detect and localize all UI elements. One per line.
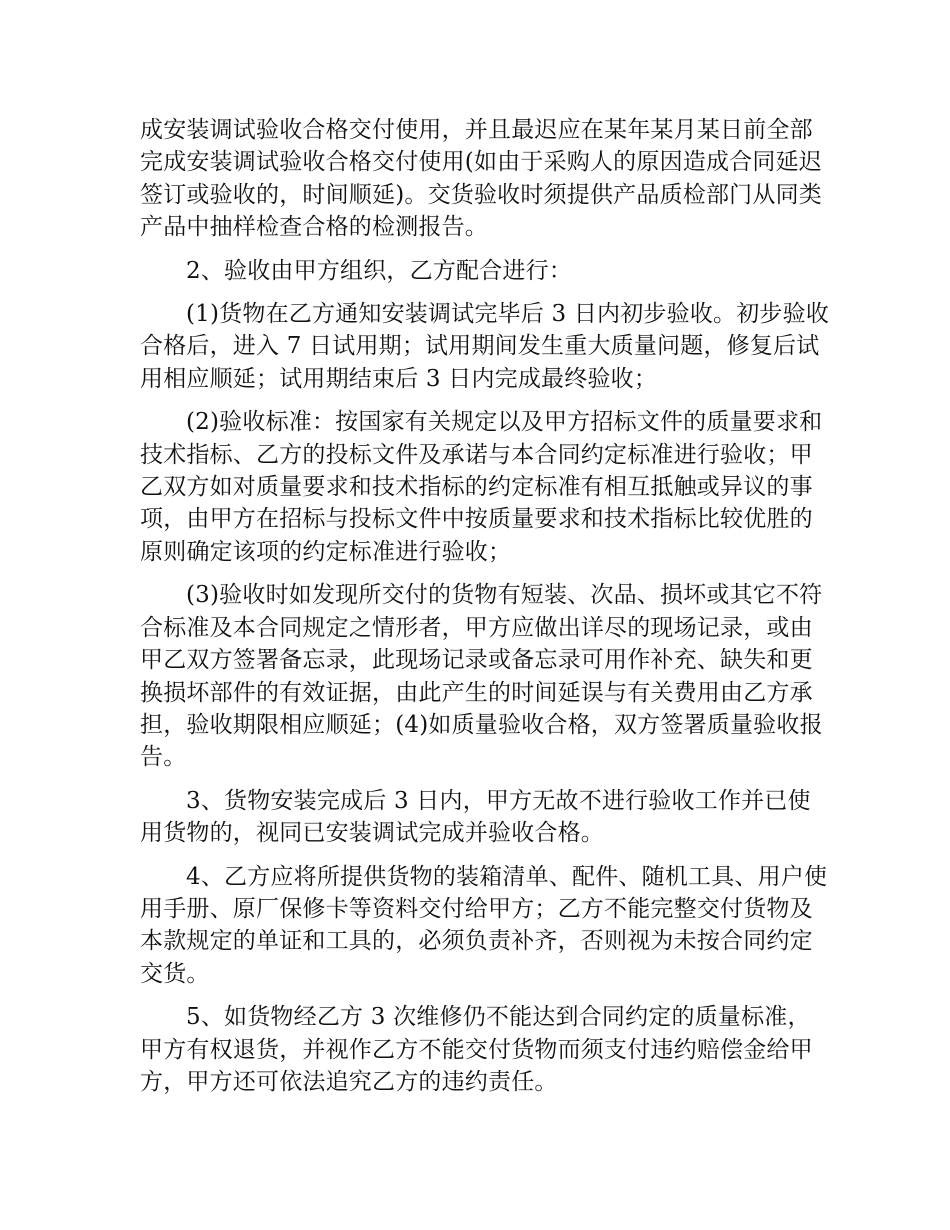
paragraph-clause-2: 2、验收由甲方组织，乙方配合进行： — [186, 257, 573, 284]
paragraph-clause-2-3: (3)验收时如发现所交付的货物有短装、次品、损坏或其它不符合标准及本合同规定之情形者，甲方应做出详尽的现场记录，或由甲乙双方签署备忘录，此现场记录或备忘录可用作补充、缺失和更换损坏部件的有效证据，由此产生的时间延误与有关费用由乙方承担，验收期限相应顺延；(4)如质量验收合格，双方签署质量验收报告。 — [140, 582, 823, 771]
paragraph-clause-4: 4、乙方应将所提供货物的装箱清单、配件、随机工具、用户使用手册、原厂保修卡等资料交付给甲方；乙方不能完整交付货物及本款规定的单证和工具的，必须负责补齐，否则视为未按合同约定交货。 — [140, 863, 828, 987]
paragraph-clause-3: 3、货物安装完成后 3 日内，甲方无故不进行验收工作并已使用货物的，视同已安装调试完成并验收合格。 — [140, 787, 811, 847]
paragraph-clause-2-1: (1)货物在乙方通知安装调试完毕后 3 日内初步验收。初步验收合格后，进入 7 日试用期；试用期间发生重大质量问题，修复后试用相应顺延；试用期结束后 3 日内完成最终验收； — [140, 301, 830, 392]
paragraph-clause-5: 5、如货物经乙方 3 次维修仍不能达到合同约定的质量标准，甲方有权退货，并视作乙方不能交付货物而须支付违约赔偿金给甲方，甲方还可依法追究乙方的违约责任。 — [140, 1004, 813, 1095]
paragraph-continuation: 成安装调试验收合格交付使用，并且最迟应在某年某月某日前全部完成安装调试验收合格交付使用(如由于采购人的原因造成合同延迟签订或验收的，时间顺延)。交货验收时须提供产品质检部门从同类产品中抽样检查合格的检测报告。 — [140, 117, 822, 241]
document-page — [140, 114, 830, 1109]
paragraph-clause-2-2: (2)验收标准：按国家有关规定以及甲方招标文件的质量要求和技术指标、乙方的投标文件及承诺与本合同约定标准进行验收；甲乙双方如对质量要求和技术指标的约定标准有相互抵触或异议的事项，由甲方在招标与投标文件中按质量要求和技术指标比较优胜的原则确定该项的约定标准进行验收； — [140, 409, 823, 565]
